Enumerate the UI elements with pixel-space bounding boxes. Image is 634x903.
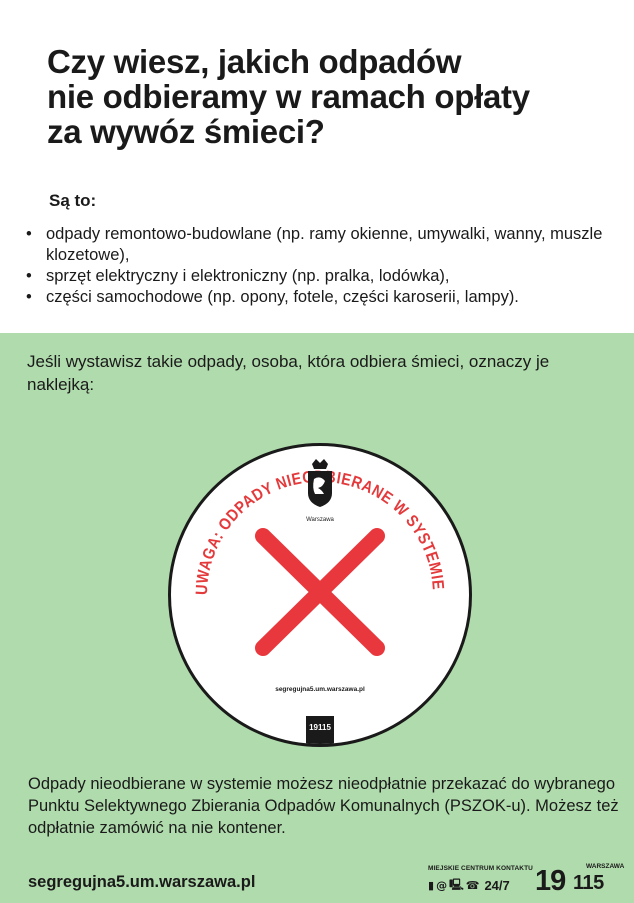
list-item-text: odpady remontowo-budowlane (np. ramy okienne, umywalki, wanny, muszle klozetowe), <box>46 225 603 264</box>
header-section <box>0 0 634 333</box>
bullet-icon: • <box>26 267 32 285</box>
info-section <box>0 333 634 903</box>
hotline-number-prefix: 19 <box>535 865 566 897</box>
warning-sticker <box>168 443 472 747</box>
sticker-graphic <box>171 446 469 744</box>
contact-center-logo <box>428 863 625 897</box>
page-title <box>47 44 627 149</box>
sticker-url: segregujna5.um.warszawa.pl <box>275 686 365 693</box>
crest-caption: Warszawa <box>306 517 334 523</box>
sticker-code-label: 19115 <box>306 716 334 746</box>
list-item <box>26 266 626 287</box>
list-item-text: części samochodowe (np. opony, fotele, części karoserii, lampy). <box>46 288 519 306</box>
waste-list <box>26 224 626 308</box>
list-item <box>26 224 626 266</box>
warszawa-crest-icon <box>308 459 332 507</box>
computer-icon: 🖳 <box>449 878 464 891</box>
list-heading: Są to: <box>49 191 97 210</box>
bullet-icon: • <box>26 288 32 306</box>
sticker-arc-text: UWAGA: ODPADY NIE IERANE W SYSTEMIE <box>192 469 448 596</box>
intro-text: Jeśli wystawisz takie odpady, osoba, która odbiera śmieci, oznaczy je naklejką: <box>27 352 550 394</box>
cross-icon <box>263 536 377 648</box>
title-line-3: za wywóz śmieci? <box>47 113 325 150</box>
contact-channels <box>428 876 510 895</box>
list-item <box>26 287 626 308</box>
email-icon: @ <box>436 879 448 892</box>
title-line-2: nie odbieramy w ramach opłaty <box>47 78 530 115</box>
bullet-icon: • <box>26 225 32 243</box>
contact-center-label: MIEJSKIE CENTRUM KONTAKTU <box>428 865 533 872</box>
hotline-number-suffix: 115 <box>573 872 604 894</box>
outro-text: Odpady nieodbierane w systemie możesz nieodpłatnie przekazać do wybranego Punktu Selektywnego Zbierania Odpadów Komunalnych (PSZOK-u). Możesz też odpłatnie zamówić na nie kontener. <box>28 775 619 837</box>
list-item-text: sprzęt elektryczny i elektroniczny (np. pralka, lodówka), <box>46 267 450 285</box>
website-link[interactable]: segregujna5.um.warszawa.pl <box>28 873 256 891</box>
hours-label: 24/7 <box>484 878 510 893</box>
city-label: WARSZAWA <box>586 863 625 870</box>
title-line-1: Czy wiesz, jakich odpadów <box>47 43 462 80</box>
phone-icon: ☎ <box>465 879 480 892</box>
mobile-icon: ▮ <box>428 879 435 892</box>
